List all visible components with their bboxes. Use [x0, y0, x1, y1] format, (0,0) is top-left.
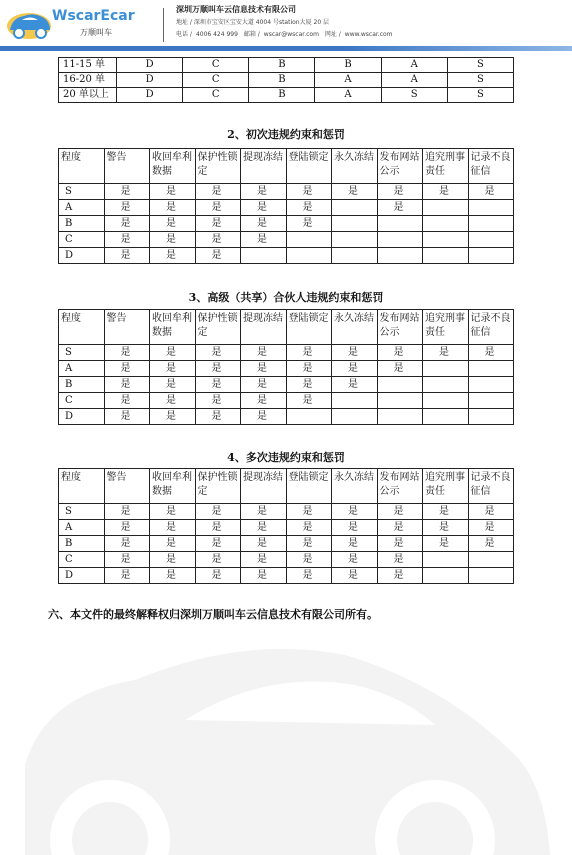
penalty-cell: 是: [377, 520, 423, 536]
penalty-cell: 是: [104, 504, 150, 520]
table-row: [59, 216, 514, 232]
column-header: 提现冻结: [241, 469, 287, 504]
penalty-cell: 是: [286, 568, 332, 584]
penalty-cell: [468, 232, 514, 248]
table-row: [59, 377, 514, 393]
severity-level-cell: B: [59, 377, 105, 393]
phone-value: 4006 424 999: [195, 31, 238, 38]
penalty-cell: 是: [150, 536, 196, 552]
column-header: 永久冻结: [332, 149, 378, 184]
penalty-cell: 是: [423, 345, 469, 361]
penalty-cell: [377, 377, 423, 393]
rating-cell: D: [117, 58, 183, 73]
penalty-cell: 是: [332, 361, 378, 377]
penalty-cell: [423, 216, 469, 232]
logo-wordmark: WscarEcar: [52, 8, 135, 24]
column-header: 程度: [59, 469, 105, 504]
penalty-cell: 是: [332, 520, 378, 536]
table-row: [59, 184, 514, 200]
penalty-cell: 是: [332, 377, 378, 393]
phone-label: 电话 /: [176, 31, 192, 38]
severity-level-cell: B: [59, 536, 105, 552]
rating-cell: C: [183, 58, 249, 73]
penalty-cell: [423, 232, 469, 248]
rating-cell: B: [249, 88, 315, 103]
penalty-cell: [286, 232, 332, 248]
penalty-cell: 是: [150, 216, 196, 232]
penalty-cell: 是: [377, 552, 423, 568]
penalty-cell: 是: [286, 520, 332, 536]
penalty-cell: 是: [150, 520, 196, 536]
table-row: [59, 568, 514, 584]
severity-level-cell: D: [59, 409, 105, 425]
rating-cell: A: [381, 58, 447, 73]
table-row: [59, 232, 514, 248]
penalty-cell: 是: [195, 520, 241, 536]
penalty-cell: [423, 568, 469, 584]
penalty-cell: 是: [332, 184, 378, 200]
penalty-cell: 是: [195, 504, 241, 520]
column-header: 记录不良征信: [468, 310, 514, 345]
penalty-cell: [423, 377, 469, 393]
penalty-cell: [423, 552, 469, 568]
penalty-cell: 是: [377, 568, 423, 584]
partner-violation-penalty-table: [58, 309, 514, 425]
severity-level-cell: A: [59, 520, 105, 536]
header-color-bar: [0, 46, 572, 51]
penalty-cell: [377, 409, 423, 425]
web-label: 网址 /: [324, 31, 341, 38]
severity-level-cell: C: [59, 393, 105, 409]
penalty-cell: 是: [377, 504, 423, 520]
penalty-cell: [468, 361, 514, 377]
penalty-cell: 是: [468, 504, 514, 520]
penalty-cell: [468, 377, 514, 393]
penalty-cell: 是: [195, 216, 241, 232]
penalty-cell: 是: [377, 200, 423, 216]
penalty-cell: [468, 200, 514, 216]
penalty-cell: 是: [377, 536, 423, 552]
penalty-cell: 是: [241, 504, 287, 520]
penalty-cell: 是: [377, 184, 423, 200]
penalty-cell: [332, 393, 378, 409]
penalty-cell: [332, 216, 378, 232]
penalty-cell: [423, 361, 469, 377]
severity-level-cell: A: [59, 361, 105, 377]
penalty-cell: 是: [150, 393, 196, 409]
table-row: [59, 248, 514, 264]
penalty-cell: 是: [241, 361, 287, 377]
penalty-cell: 是: [468, 536, 514, 552]
table-row: [59, 361, 514, 377]
penalty-cell: 是: [332, 345, 378, 361]
penalty-cell: 是: [332, 568, 378, 584]
column-header: 程度: [59, 149, 105, 184]
severity-level-cell: D: [59, 248, 105, 264]
penalty-cell: 是: [150, 504, 196, 520]
rating-cell: D: [117, 73, 183, 88]
penalty-cell: 是: [286, 361, 332, 377]
penalty-cell: 是: [104, 536, 150, 552]
penalty-cell: 是: [195, 232, 241, 248]
column-header: 警告: [104, 310, 150, 345]
penalty-cell: [423, 393, 469, 409]
email-label: 邮箱 /: [243, 31, 260, 38]
table-header-row: [59, 149, 514, 184]
rating-cell: C: [183, 88, 249, 103]
penalty-cell: 是: [195, 409, 241, 425]
penalty-cell: 是: [241, 409, 287, 425]
penalty-cell: 是: [241, 184, 287, 200]
penalty-cell: 是: [104, 200, 150, 216]
penalty-cell: 是: [377, 361, 423, 377]
section-title-partner-violation: 3、高级（共享）合伙人违规约束和惩罚: [188, 291, 384, 304]
rating-cell: A: [381, 73, 447, 88]
table-row: [59, 520, 514, 536]
penalty-cell: 是: [104, 248, 150, 264]
column-header: 保护性锁定: [195, 469, 241, 504]
penalty-cell: 是: [332, 552, 378, 568]
penalty-cell: 是: [150, 552, 196, 568]
penalty-cell: 是: [286, 536, 332, 552]
rating-cell: A: [315, 88, 381, 103]
column-header: 程度: [59, 310, 105, 345]
penalty-cell: [468, 409, 514, 425]
header-divider: [163, 8, 164, 42]
penalty-cell: 是: [241, 345, 287, 361]
penalty-cell: 是: [286, 345, 332, 361]
penalty-cell: [468, 216, 514, 232]
penalty-cell: 是: [150, 361, 196, 377]
penalty-cell: 是: [195, 184, 241, 200]
penalty-cell: 是: [241, 568, 287, 584]
penalty-cell: 是: [104, 184, 150, 200]
penalty-cell: 是: [150, 248, 196, 264]
address-value: 深圳市宝安区宝安大道 4004 号station大厦 20 层: [193, 19, 330, 26]
penalty-cell: 是: [150, 200, 196, 216]
penalty-cell: 是: [104, 232, 150, 248]
penalty-cell: 是: [195, 568, 241, 584]
penalty-cell: 是: [423, 520, 469, 536]
penalty-cell: [286, 248, 332, 264]
penalty-cell: 是: [195, 393, 241, 409]
severity-level-cell: B: [59, 216, 105, 232]
penalty-cell: 是: [150, 409, 196, 425]
web-value: www.wscar.com: [344, 31, 393, 38]
logo-chinese-name: 万顺叫车: [80, 28, 112, 37]
column-header: 永久冻结: [332, 469, 378, 504]
penalty-cell: 是: [104, 216, 150, 232]
penalty-cell: [332, 248, 378, 264]
penalty-cell: 是: [195, 361, 241, 377]
table-header-row: [59, 469, 514, 504]
company-contacts: [176, 29, 397, 38]
penalty-cell: 是: [195, 248, 241, 264]
penalty-cell: 是: [195, 552, 241, 568]
column-header: 警告: [104, 149, 150, 184]
penalty-cell: 是: [195, 536, 241, 552]
column-header: 记录不良征信: [468, 149, 514, 184]
section-title-first-violation: 2、初次违规约束和惩罚: [227, 128, 345, 141]
column-header: 追究刑事责任: [423, 310, 469, 345]
severity-level-cell: D: [59, 568, 105, 584]
address-label: 地址 /: [176, 19, 192, 26]
penalty-cell: 是: [150, 377, 196, 393]
letterhead: [0, 0, 572, 58]
car-watermark-icon: [15, 625, 560, 855]
penalty-cell: 是: [104, 393, 150, 409]
column-header: 永久冻结: [332, 310, 378, 345]
first-violation-penalty-table: [58, 148, 514, 264]
order-range-cell: 20 单以上: [59, 88, 117, 103]
column-header: 发布网站公示: [377, 469, 423, 504]
table-row: [59, 345, 514, 361]
penalty-cell: [423, 200, 469, 216]
penalty-cell: 是: [423, 504, 469, 520]
column-header: 收回牟利数据: [150, 149, 196, 184]
penalty-cell: 是: [423, 184, 469, 200]
penalty-cell: 是: [195, 345, 241, 361]
penalty-cell: 是: [104, 520, 150, 536]
penalty-cell: 是: [150, 184, 196, 200]
penalty-cell: 是: [468, 184, 514, 200]
penalty-cell: [377, 393, 423, 409]
penalty-cell: 是: [423, 536, 469, 552]
table-row: [59, 536, 514, 552]
penalty-cell: 是: [377, 345, 423, 361]
penalty-cell: 是: [150, 232, 196, 248]
column-header: 提现冻结: [241, 310, 287, 345]
penalty-cell: [286, 409, 332, 425]
column-header: 提现冻结: [241, 149, 287, 184]
severity-level-cell: C: [59, 232, 105, 248]
column-header: 追究刑事责任: [423, 149, 469, 184]
penalty-cell: 是: [286, 200, 332, 216]
penalty-cell: [377, 216, 423, 232]
column-header: 发布网站公示: [377, 310, 423, 345]
penalty-cell: 是: [104, 568, 150, 584]
severity-level-cell: S: [59, 504, 105, 520]
column-header: 保护性锁定: [195, 310, 241, 345]
column-header: 记录不良征信: [468, 469, 514, 504]
table-row: [59, 58, 514, 73]
table-row: [59, 73, 514, 88]
rating-cell: S: [447, 88, 513, 103]
penalty-cell: 是: [286, 184, 332, 200]
penalty-cell: [332, 200, 378, 216]
column-header: 收回牟利数据: [150, 310, 196, 345]
penalty-cell: 是: [241, 552, 287, 568]
penalty-cell: 是: [195, 377, 241, 393]
rating-cell: C: [183, 73, 249, 88]
penalty-cell: 是: [104, 409, 150, 425]
rating-cell: S: [381, 88, 447, 103]
penalty-cell: [332, 232, 378, 248]
penalty-cell: 是: [241, 520, 287, 536]
penalty-cell: [468, 552, 514, 568]
penalty-cell: 是: [286, 552, 332, 568]
table-row: [59, 504, 514, 520]
order-range-cell: 16-20 单: [59, 73, 117, 88]
penalty-cell: 是: [104, 345, 150, 361]
order-range-cell: 11-15 单: [59, 58, 117, 73]
column-header: 收回牟利数据: [150, 469, 196, 504]
penalty-cell: 是: [286, 377, 332, 393]
penalty-cell: 是: [104, 361, 150, 377]
penalty-cell: 是: [104, 377, 150, 393]
penalty-cell: [423, 248, 469, 264]
penalty-cell: 是: [286, 393, 332, 409]
final-interpretation-note: 六、本文件的最终解释权归深圳万顺叫车云信息技术有限公司所有。: [48, 608, 378, 621]
penalty-cell: 是: [241, 232, 287, 248]
order-count-rating-table: [58, 57, 514, 103]
penalty-cell: 是: [286, 504, 332, 520]
rating-cell: S: [447, 73, 513, 88]
company-address: [176, 17, 329, 26]
email-value: wscar@wscar.com: [263, 31, 319, 38]
penalty-cell: 是: [241, 216, 287, 232]
rating-cell: S: [447, 58, 513, 73]
severity-level-cell: S: [59, 184, 105, 200]
penalty-cell: 是: [150, 568, 196, 584]
penalty-cell: 是: [195, 200, 241, 216]
repeat-violation-penalty-table: [58, 468, 514, 584]
penalty-cell: 是: [332, 504, 378, 520]
column-header: 发布网站公示: [377, 149, 423, 184]
column-header: 登陆锁定: [286, 310, 332, 345]
severity-level-cell: A: [59, 200, 105, 216]
column-header: 登陆锁定: [286, 149, 332, 184]
column-header: 追究刑事责任: [423, 469, 469, 504]
penalty-cell: [423, 409, 469, 425]
penalty-cell: 是: [286, 216, 332, 232]
penalty-cell: [468, 568, 514, 584]
penalty-cell: [468, 393, 514, 409]
rating-cell: D: [117, 88, 183, 103]
table-row: [59, 552, 514, 568]
penalty-cell: 是: [104, 552, 150, 568]
table-row: [59, 409, 514, 425]
section-title-repeat-violation: 4、多次违规约束和惩罚: [227, 451, 345, 464]
company-name: 深圳万顺叫车云信息技术有限公司: [176, 5, 296, 14]
penalty-cell: 是: [241, 536, 287, 552]
penalty-cell: [332, 409, 378, 425]
penalty-cell: 是: [241, 377, 287, 393]
rating-cell: B: [249, 58, 315, 73]
penalty-cell: [377, 232, 423, 248]
table-row: [59, 88, 514, 103]
penalty-cell: [468, 248, 514, 264]
column-header: 保护性锁定: [195, 149, 241, 184]
rating-cell: B: [315, 58, 381, 73]
penalty-cell: [377, 248, 423, 264]
penalty-cell: 是: [241, 393, 287, 409]
table-header-row: [59, 310, 514, 345]
penalty-cell: 是: [150, 345, 196, 361]
penalty-cell: 是: [468, 520, 514, 536]
severity-level-cell: C: [59, 552, 105, 568]
penalty-cell: 是: [332, 536, 378, 552]
rating-cell: A: [315, 73, 381, 88]
column-header: 登陆锁定: [286, 469, 332, 504]
penalty-cell: 是: [468, 345, 514, 361]
table-row: [59, 200, 514, 216]
penalty-cell: [241, 248, 287, 264]
table-row: [59, 393, 514, 409]
severity-level-cell: S: [59, 345, 105, 361]
rating-cell: B: [249, 73, 315, 88]
penalty-cell: 是: [241, 200, 287, 216]
column-header: 警告: [104, 469, 150, 504]
